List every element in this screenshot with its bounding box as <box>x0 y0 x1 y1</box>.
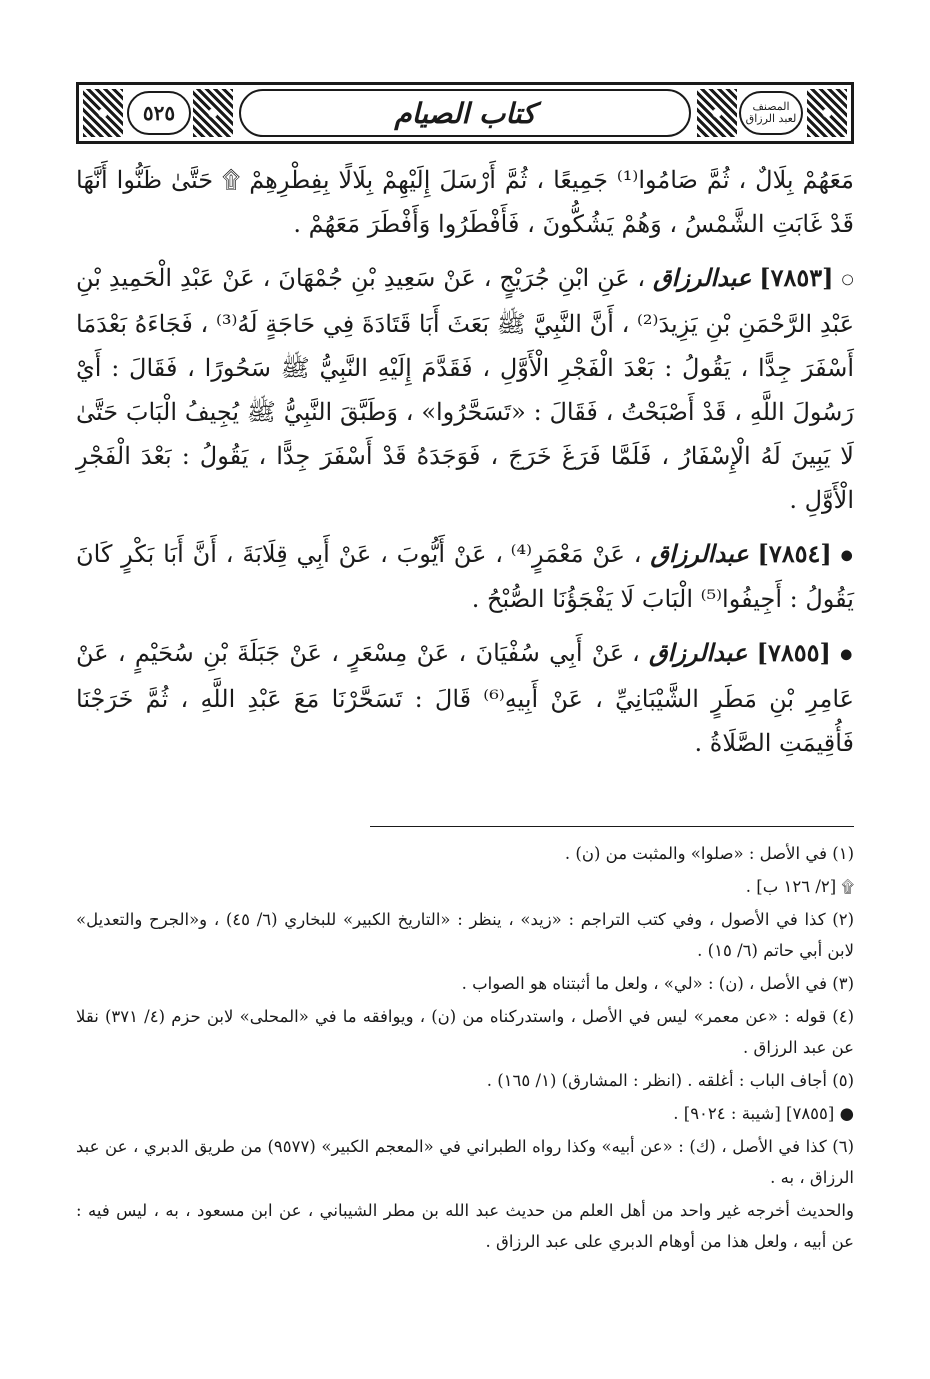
continuation-paragraph: مَعَهُمْ بِلَالٌ ، ثُمَّ صَامُوا⁽¹⁾ جَمِيعًا ، ثُمَّ أَرْسَلَ إِلَيْهِمْ بِلَالًا بِفِطْرِهِمْ ۩ حَتَّىٰ ظَنُّوا أَنَّهَا قَدْ غَابَتِ الشَّمْسُ ، وَهُمْ يَشُكُّونَ ، فَأَفْطَرُوا وَأَفْطَرَ مَعَهُمْ . <box>76 166 854 238</box>
footnotes <box>76 838 854 1259</box>
footnote: والحديث أخرجه غير واحد من أهل العلم من حديث عبد الله بن مطر الشيباني ، عن ابن مسعود ، به ، ليس فيه : عن أبيه ، ولعل هذا من أوهام الدبري على عبد الرزاق . <box>76 1201 854 1251</box>
footnote-divider <box>370 826 854 827</box>
narrator-name: عبدالرزاق <box>649 638 748 667</box>
filled-circle-marker: ● <box>840 547 854 563</box>
ornament-right-inner <box>697 89 737 137</box>
hadith-number: [٧٨٥٤] <box>757 538 832 568</box>
hadith-number: [٧٨٥٣] <box>759 263 834 292</box>
footnote: (٥) أجاف الباب : أغلقه . (انظر : المشارق) (١/ ١٦٥) . <box>486 1071 854 1090</box>
hadith-7854 <box>76 532 854 622</box>
hadith-7853 <box>76 256 854 522</box>
main-text <box>76 158 854 765</box>
narrator-name: عبدالرزاق <box>653 263 752 292</box>
footnote: ۩ [٢/ ١٢٦ ب] . <box>745 877 854 896</box>
ornament-left-inner <box>193 89 233 137</box>
footnote: (٣) في الأصل ، (ن) : «لي» ، ولعل ما أثبتناه هو الصواب . <box>461 974 854 993</box>
footnote: (٢) كذا في الأصول ، وفي كتب التراجم : «زيد» ، ينظر : «التاريخ الكبير» للبخاري (٦/ ٤٥) ، و«الجرح والتعديل» لابن أبي حاتم (٦/ ١٥) . <box>76 910 854 960</box>
hollow-circle-marker: ○ <box>841 271 854 288</box>
ornament-right-outer <box>807 89 847 137</box>
book-title: كتاب الصيام <box>239 89 691 137</box>
hadith-7855 <box>76 631 854 765</box>
narrator-name: عبدالرزاق <box>650 538 749 568</box>
footnote: ● [٧٨٥٥] [شيبة : ٩٠٢٤] . <box>673 1104 854 1123</box>
logo-line-2: لعبد الرزاق <box>745 112 797 125</box>
hadith-text: ، عَنِ ابْنِ جُرَيْجٍ ، عَنْ سَعِيدِ بْنِ جُمْهَانَ ، عَنْ عَبْدِ الْحَمِيدِ بْنِ عَبْدِ الرَّحْمَنِ بْنِ يَزِيدَ⁽²⁾ ، أَنَّ النَّبِيَّ ﷺ بَعَثَ أَبَا قَتَادَةَ فِي حَاجَةٍ لَهُ⁽³⁾ ، فَجَاءَهُ بَعْدَمَا أَسْفَرَ جِدًّا ، يَقُولُ : بَعْدَ الْفَجْرِ الْأَوَّلِ ، فَقَدَّمَ إِلَيْهِ النَّبِيُّ ﷺ سَحُورًا ، فَقَالَ : أَيْ رَسُولَ اللَّهِ ، قَدْ أَصْبَحْتُ ، فَقَالَ : «تَسَحَّرُوا» ، وَطَبَّقَ النَّبِيُّ ﷺ يُجِيفُ الْبَابَ حَتَّىٰ لَا يَبِينَ لَهُ الْإِسْفَارُ ، فَلَمَّا فَرَغَ خَرَجَ ، فَوَجَدَهُ قَدْ أَسْفَرَ جِدًّا ، يَقُولُ : بَعْدَ الْفَجْرِ الْأَوَّلِ . <box>76 264 855 514</box>
filled-circle-marker: ● <box>840 646 854 663</box>
hadith-text: ، عَنْ مَعْمَرٍ⁽⁴⁾ ، عَنْ أَيُّوبَ ، عَنْ أَبِي قِلَابَةَ ، أَنَّ أَبَا بَكْرٍ كَانَ يَقُولُ : أَجِيفُوا⁽⁵⁾ الْبَابَ لَا يَفْجَؤُنَا الصُّبْحُ . <box>76 539 854 613</box>
footnote: (٤) قوله : «عن معمر» ليس في الأصل ، واستدركناه من (ن) ، ويوافقه ما في «المحلى» لابن حزم (٤/ ٣٧١) نقلا عن عبد الرزاق . <box>76 1007 855 1057</box>
logo-line-1: المصنف <box>752 100 790 113</box>
hadith-number: [٧٨٥٥] <box>756 638 831 667</box>
footnote: (١) في الأصل : «صلوا» والمثبت من (ن) . <box>564 844 854 863</box>
page-header <box>76 82 854 144</box>
footnote: (٦) كذا في الأصل ، (ك) : «عن أبيه» وكذا رواه الطبراني في «المعجم الكبير» (٩٥٧٧) من طريق الدبري ، عن عبد الرزاق ، به . <box>76 1137 854 1187</box>
ornament-left-outer <box>83 89 123 137</box>
hadith-text: ، عَنْ أَبِي سُفْيَانَ ، عَنْ مِسْعَرٍ ، عَنْ جَبَلَةَ بْنِ سُحَيْمٍ ، عَنْ عَامِرِ بْنِ مَطَرٍ الشَّيْبَانِيِّ ، عَنْ أَبِيهِ⁽⁶⁾ قَالَ : تَسَحَّرْنَا مَعَ عَبْدِ اللَّهِ ، ثُمَّ خَرَجْنَا فَأُقِيمَتِ الصَّلَاةُ . <box>76 639 854 757</box>
publisher-logo <box>739 91 803 135</box>
page-number: ٥٢٥ <box>127 91 191 135</box>
